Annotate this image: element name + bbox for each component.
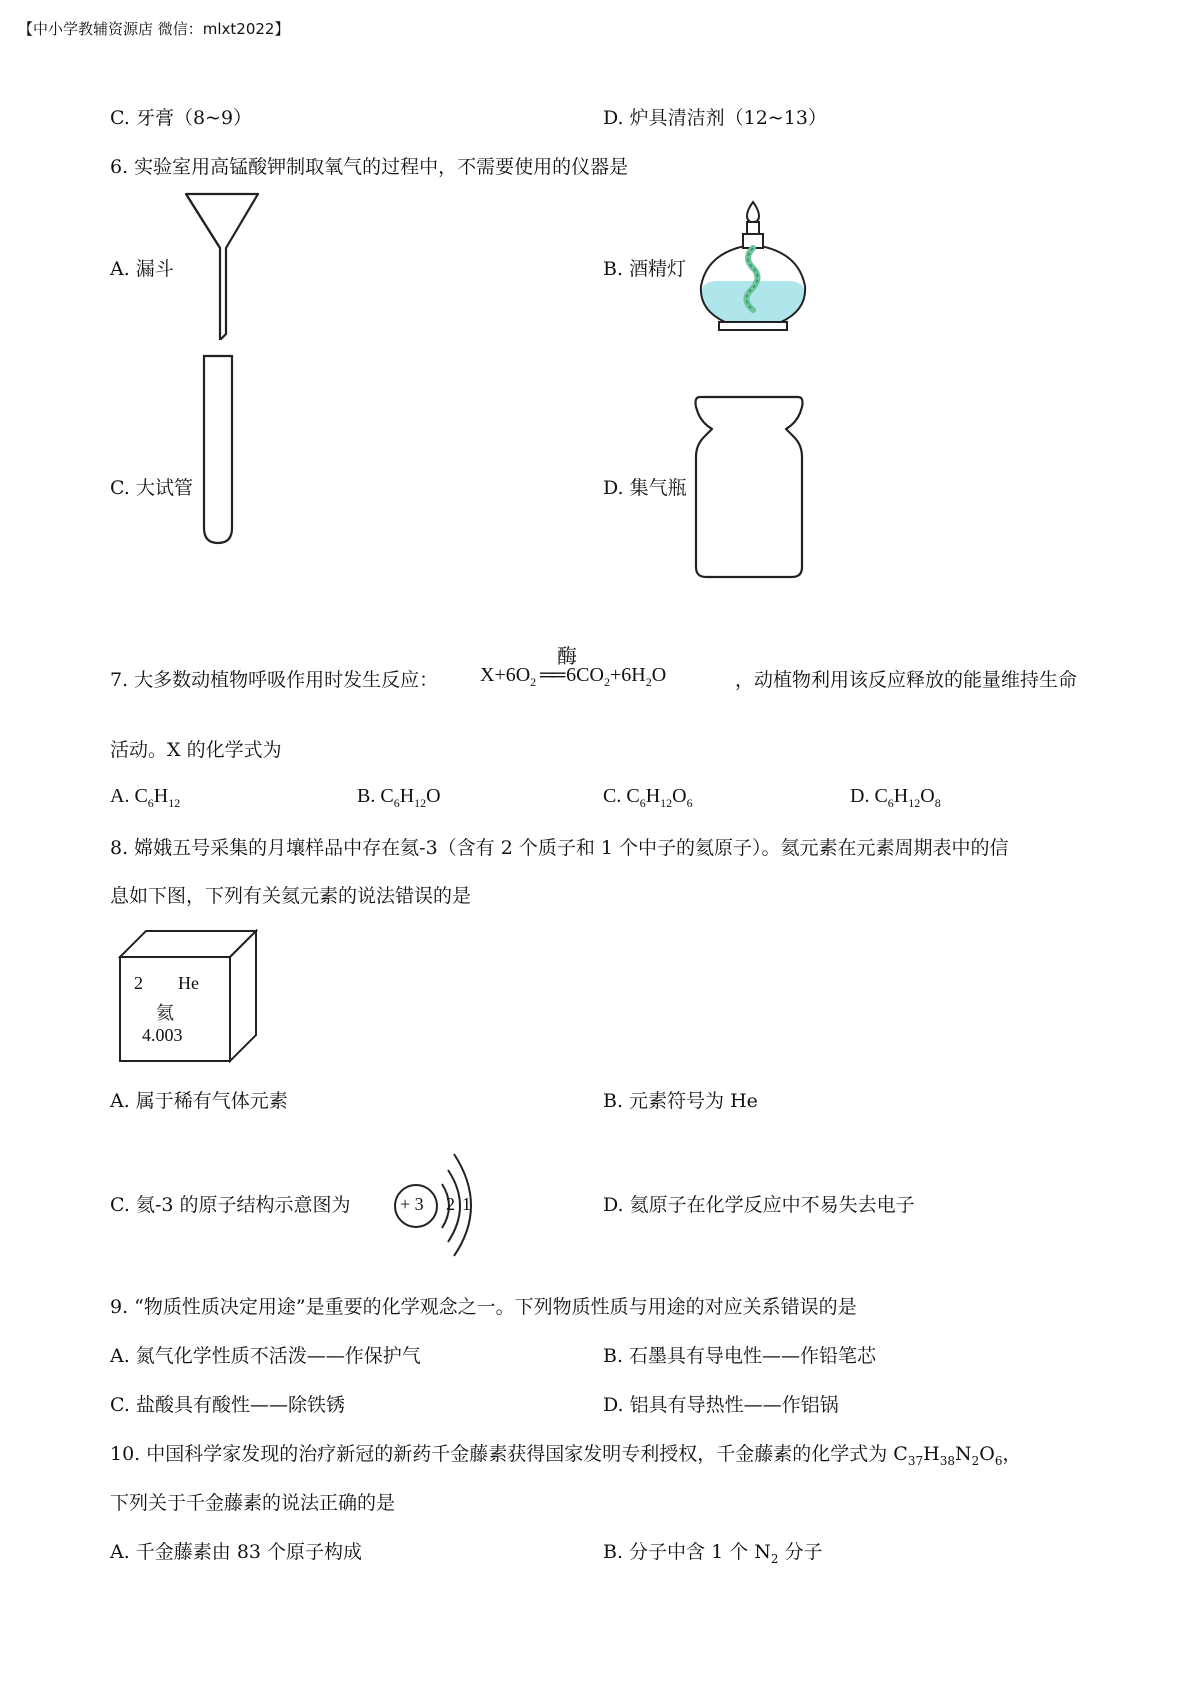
q6-option-b: B. 酒精灯	[603, 258, 687, 280]
periodic-cell-frame	[118, 929, 258, 1063]
test-tube-figure	[201, 354, 235, 546]
q9-option-d: D. 铝具有导热性——作铝锅	[603, 1394, 839, 1416]
q6-option-a: A. 漏斗	[110, 258, 174, 280]
q10-option-a: A. 千金藤素由 83 个原子构成	[110, 1541, 363, 1563]
atomic-number: 2	[134, 973, 143, 993]
q8-option-b: B. 元素符号为 He	[603, 1090, 758, 1112]
q7-option-a: A. $C_6H_{12}$	[110, 785, 181, 810]
q9-option-b: B. 石墨具有导电性——作铅笔芯	[603, 1345, 877, 1367]
q8-stem-line1: 8. 嫦娥五号采集的月壤样品中存在氦-3（含有 2 个质子和 1 个中子的氦原子）。氦元素在元素周期表中的信	[110, 837, 1009, 859]
q7-stem-prefix: 7. 大多数动植物呼吸作用时发生反应：	[110, 669, 439, 691]
atomic-mass: 4.003	[142, 1025, 183, 1045]
q7-stem-suffix: ，动植物利用该反应释放的能量维持生命	[735, 669, 1078, 691]
alcohol-lamp-figure	[697, 198, 809, 334]
element-name: 氦	[156, 1003, 174, 1024]
q6-stem: 6. 实验室用高锰酸钾制取氧气的过程中，不需要使用的仪器是	[110, 156, 629, 178]
q10-stem-line2: 下列关于千金藤素的说法正确的是	[110, 1492, 396, 1514]
q5-option-c: C. 牙膏（8~9）	[110, 107, 253, 129]
page-header: 【中小学教辅资源店 微信：mlxt2022】	[18, 20, 290, 38]
periodic-table-cell	[118, 929, 258, 1063]
q8-stem-line2: 息如下图，下列有关氦元素的说法错误的是	[110, 885, 472, 907]
q7-equation-catalyst: 酶	[557, 646, 577, 668]
nucleus-charge: + 3	[400, 1194, 424, 1214]
q9-option-c: C. 盐酸具有酸性——除铁锈	[110, 1394, 345, 1416]
q6-option-d: D. 集气瓶	[603, 477, 687, 499]
element-symbol: He	[178, 973, 199, 993]
q9-option-a: A. 氮气化学性质不活泼——作保护气	[110, 1345, 421, 1367]
gas-jar-figure	[694, 395, 804, 579]
q7-option-b: B. $C_6H_{12}O$	[357, 785, 441, 810]
shell-1-electrons: 2	[446, 1194, 455, 1214]
q10-option-b: B. 分子中含 1 个 $N_2$ 分子	[603, 1541, 823, 1566]
q7-option-d: D. $C_6H_{12}O_8$	[850, 785, 941, 810]
q6-option-c: C. 大试管	[110, 477, 193, 499]
q9-stem: 9. “物质性质决定用途”是重要的化学观念之一。下列物质性质与用途的对应关系错误的是	[110, 1296, 857, 1318]
shell-2-electrons: 1	[462, 1194, 471, 1214]
q7-stem-line2: 活动。X 的化学式为	[110, 739, 282, 761]
q8-option-a: A. 属于稀有气体元素	[110, 1090, 288, 1112]
q8-option-d: D. 氦原子在化学反应中不易失去电子	[603, 1194, 915, 1216]
q7-option-c: C. $C_6H_{12}O_6$	[603, 785, 693, 810]
q8-option-c: C. 氦-3 的原子结构示意图为	[110, 1194, 351, 1216]
q10-stem-line1: 10. 中国科学家发现的治疗新冠的新药千金藤素获得国家发明专利授权，千金藤素的化学式为 $C_{37}H_{38}N_2O_6$，	[110, 1443, 1022, 1468]
funnel-figure	[182, 190, 262, 340]
atomic-structure-diagram	[392, 1150, 492, 1260]
q5-option-d: D. 炉具清洁剂（12~13）	[603, 107, 827, 129]
q7-equation: $X+6O_2$ ══ $6CO_2+6H_2O$	[480, 664, 667, 689]
